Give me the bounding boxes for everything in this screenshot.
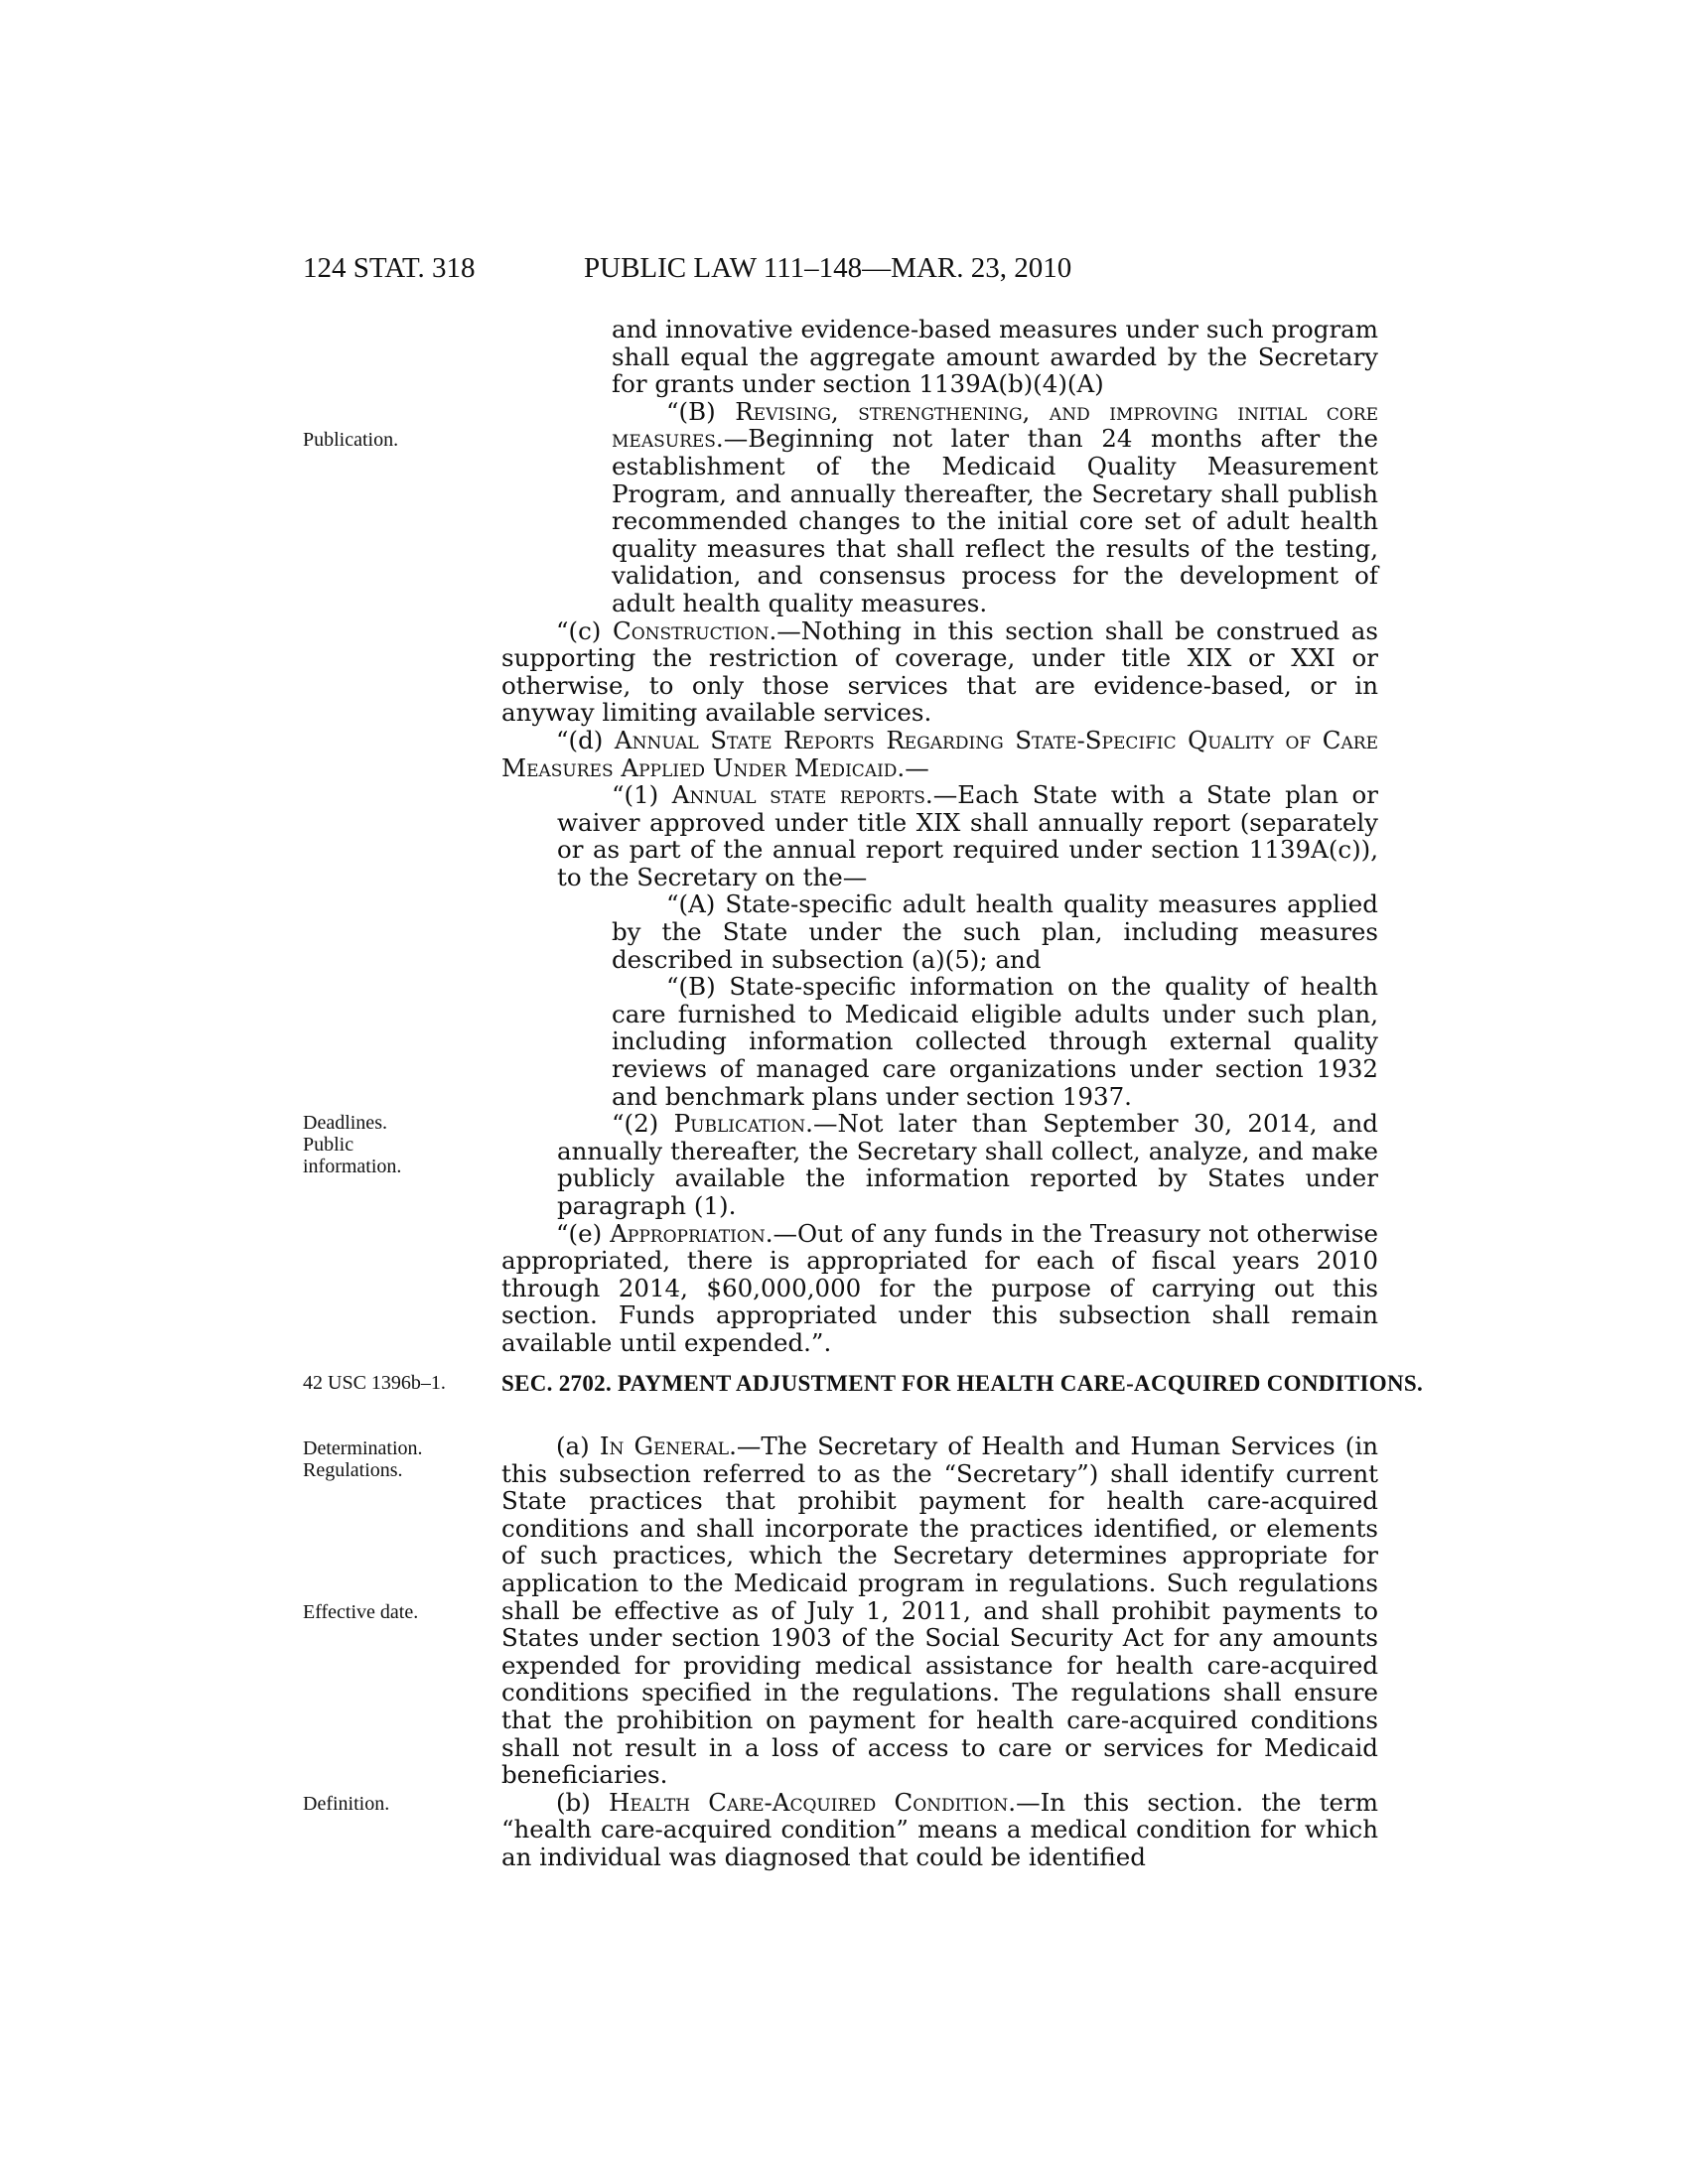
public-law-title: PUBLIC LAW 111–148—MAR. 23, 2010 (584, 252, 1072, 284)
stat-page-number: 124 STAT. 318 (303, 252, 476, 284)
paragraph-e: “(e) Appropriation.—Out of any funds in the Treasury not otherwise appropriated, there is appropriated for each of fiscal years 2010 through 2014, $60,000,000 for the purpose of carrying out this section. Funds appropriated under this subsection shall remain available until expended.”. (501, 1218, 1378, 1357)
paragraph-continuation: and innovative evidence-based measures under such program shall equal the aggregate amount awarded by the Secretary for grants under section 1139A(b)(4)(A) (612, 315, 1378, 399)
statute-text-upper (501, 316, 1378, 1357)
paragraph-definition-b: (b) Health Care-Acquired Condition.—In this section. the term “health care-acquired condition” means a medical condition for which an individual was diagnosed that could be identified (501, 1787, 1378, 1871)
margin-note-regulations: Regulations. (303, 1459, 403, 1481)
paragraph-d1b: “(B) State-specific information on the quality of health care furnished to Medicaid eligible adults under such plan, including information collected through external quality reviews of managed care organizations under section 1932 and benchmark plans under section 1937. (612, 972, 1378, 1111)
section-heading: SEC. 2702. PAYMENT ADJUSTMENT FOR HEALTH CARE-ACQUIRED CONDITIONS. (501, 1371, 1424, 1396)
paragraph-d: “(d) Annual State Reports Regarding State-Specific Quality of Care Measures Applied Under Medicaid.— (501, 725, 1378, 782)
margin-note-information: information. (303, 1156, 402, 1177)
margin-note-effective-date: Effective date. (303, 1601, 419, 1623)
paragraph-a: (a) In General.—The Secretary of Health and Human Services (in this subsection referred to as the “Secretary”) shall identify current State practices that prohibit payment for health care-acquired conditions and shall incorporate the practices identified, or elements of such practices, which the Secretary determines appropriate for application to the Medicaid program in regulations. Such regulations shall be effective as of July 1, 2011, and shall prohibit payments to States under section 1903 of the Social Security Act for any amounts expended for providing medical assistance for health care-acquired conditions specified in the regulations. The regulations shall ensure that the prohibition on payment for health care-acquired conditions shall not result in a loss of access to care or services for Medicaid beneficiaries. (501, 1432, 1378, 1790)
statute-text-lower (501, 1433, 1378, 1871)
paragraph-d1a: “(A) State-specific adult health quality measures applied by the State under the such plan, including measures described in subsection (a)(5); and (612, 889, 1378, 974)
margin-note-publication: Publication. (303, 429, 399, 451)
margin-note-definition: Definition. (303, 1793, 390, 1815)
margin-note-deadlines: Deadlines. (303, 1112, 387, 1134)
paragraph-d2: “(2) Publication.—Not later than September 30, 2014, and annually thereafter, the Secretary shall collect, analyze, and make publicly available the information reported by States under paragraph (1). (557, 1109, 1378, 1220)
paragraph-d1: “(1) Annual state reports.—Each State with a State plan or waiver approved under title XIX shall annually report (separately or as part of the annual report required under section 1139A(c)), to the Secretary on the— (557, 780, 1378, 891)
running-header (0, 252, 1688, 292)
margin-note-public: Public (303, 1134, 354, 1156)
margin-note-determination: Determination. (303, 1437, 423, 1459)
margin-note-usc: 42 USC 1396b–1. (303, 1372, 446, 1394)
paragraph-c: “(c) Construction.—Nothing in this section shall be construed as supporting the restriction of coverage, under title XIX or XXI or otherwise, to only those services that are evidence-based, or in anyway limiting available services. (501, 615, 1378, 728)
paragraph-b: “(B) Revising, strengthening, and improving initial core measures.—Beginning not later than 24 months after the establishment of the Medicaid Quality Measurement Program, and annually thereafter, the Secretary shall publish recommended changes to the initial core set of adult health quality measures that shall reflect the results of the testing, validation, and consensus process for the development of adult health quality measures. (612, 396, 1378, 617)
